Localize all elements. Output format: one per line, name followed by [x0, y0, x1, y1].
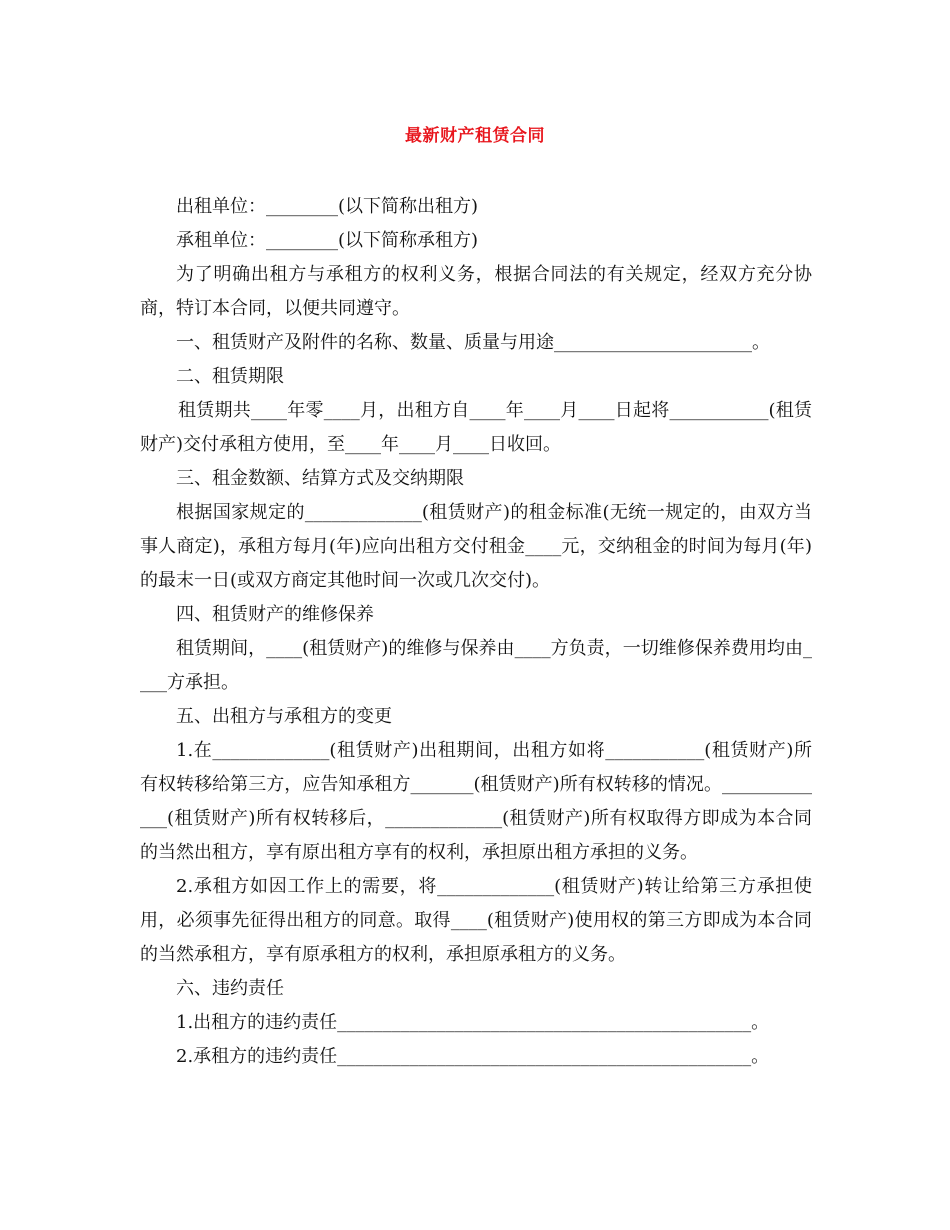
document-body: [140, 190, 812, 1074]
document-title: 最新财产租赁合同: [405, 126, 545, 146]
paragraph-lessee-unit: 承租单位：________(以下简称承租方): [176, 230, 479, 251]
paragraph-preamble: 为了明确出租方与承租方的权利义务，根据合同法的有关规定，经双方充分协商，特订本合同，以便共同遵守。: [140, 264, 812, 319]
paragraph-maintenance: 租赁期间，____(租赁财产)的维修与保养由____方负责，一切维修保养费用均由____方承担。: [140, 638, 812, 693]
section-heading-6: 六、违约责任: [176, 978, 284, 999]
paragraph-change-2: 2.承租方如因工作上的需要，将_____________(租赁财产)转让给第三方承担使用，必须事先征得出租方的同意。取得____(租赁财产)使用权的第三方即成为本合同的当然承租方，享有原承租方的权利，承担原承租方的义务。: [140, 876, 812, 965]
paragraph-lessee-liability: 2.承租方的违约责任______________________________________________。: [176, 1046, 770, 1067]
paragraph-lease-term: 租赁期共____年零____月，出租方自____年____月____日起将___________(租赁财产)交付承租方使用，至____年____月____日收回。: [140, 400, 812, 455]
paragraph-rent: 根据国家规定的_____________(租赁财产)的租金标准(无统一规定的，由双方当事人商定)，承租方每月(年)应向出租方交付租金____元，交纳租金的时间为每月(年)的最末一日(或双方商定其他时间一次或几次交付)。: [140, 502, 812, 591]
paragraph-change-1: 1.在_____________(租赁财产)出租期间，出租方如将___________(租赁财产)所有权转移给第三方，应告知承租方_______(租赁财产)所有权转移的情况。_____________(租赁财产)所有权转移后，_____________(租赁财产)所有权取得方即成为本合同的当然出租方，享有原出租方享有的权利，承担原出租方承担的义务。: [140, 740, 812, 863]
paragraph-lessor-liability: 1.出租方的违约责任______________________________________________。: [176, 1012, 770, 1033]
paragraph-lessor-unit: 出租单位：________(以下简称出租方): [176, 196, 479, 217]
section-heading-2: 二、租赁期限: [176, 366, 284, 387]
section-heading-4: 四、租赁财产的维修保养: [176, 604, 374, 625]
section-heading-5: 五、出租方与承租方的变更: [176, 706, 392, 727]
section-heading-1: 一、租赁财产及附件的名称、数量、质量与用途______________________。: [176, 332, 770, 353]
section-heading-3: 三、租金数额、结算方式及交纳期限: [176, 468, 464, 489]
